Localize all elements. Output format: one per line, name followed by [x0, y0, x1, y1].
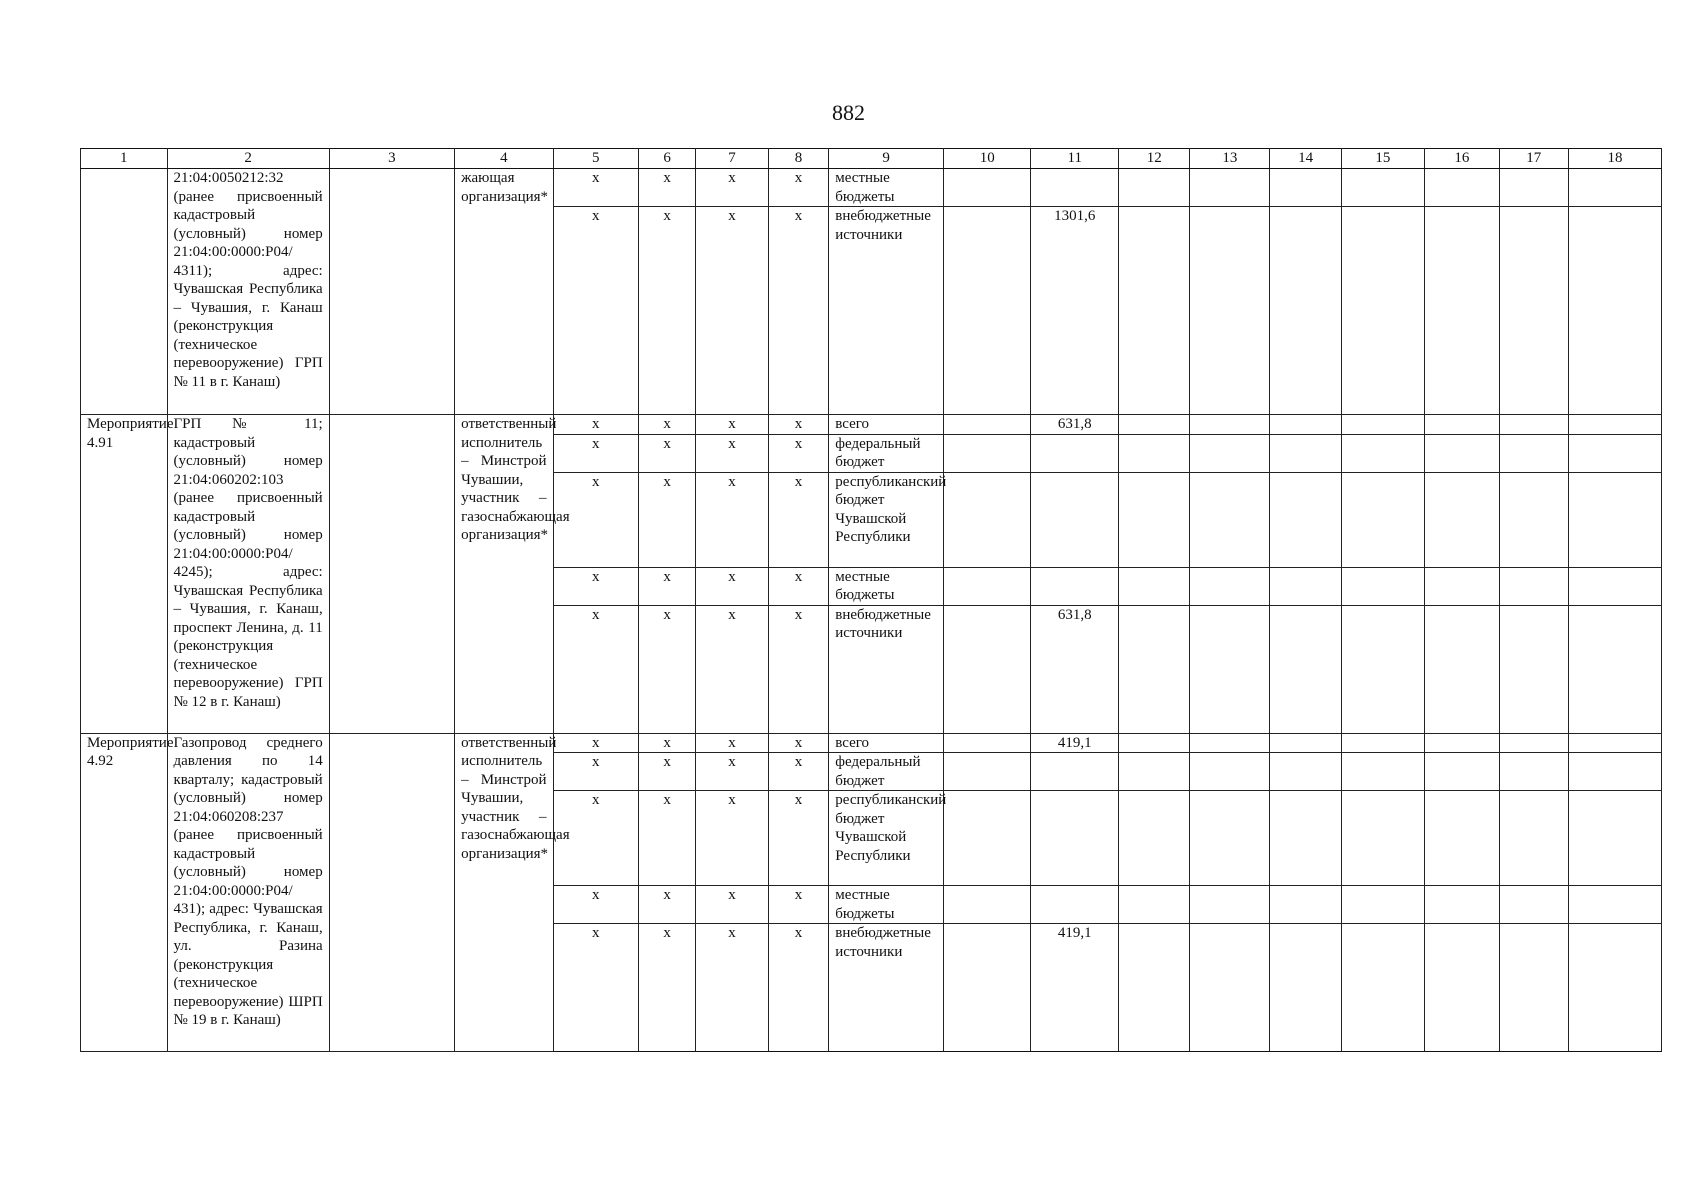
empty-cell — [1190, 733, 1270, 753]
mark-cell: х — [768, 886, 829, 924]
empty-cell — [1499, 733, 1568, 753]
empty-cell — [1425, 472, 1500, 567]
empty-cell — [1341, 567, 1424, 605]
mark-cell: х — [638, 605, 695, 733]
empty-cell — [1425, 924, 1500, 1052]
mark-cell: х — [553, 415, 638, 435]
empty-cell — [1568, 169, 1661, 207]
empty-cell — [1568, 207, 1661, 415]
mark-cell: х — [768, 415, 829, 435]
empty-cell — [1190, 791, 1270, 886]
mark-cell: х — [638, 567, 695, 605]
funding-source-cell: местные бюджеты — [829, 567, 944, 605]
column-number: 8 — [768, 149, 829, 169]
funding-source-cell: всего — [829, 733, 944, 753]
mark-cell: х — [696, 207, 768, 415]
executor-cell: жающая организация* — [455, 169, 553, 415]
column-number: 7 — [696, 149, 768, 169]
funding-source-cell: федеральный бюджет — [829, 753, 944, 791]
executor-cell: ответственный исполнитель – Минстрой Чувашии, участник – газоснабжающая организация* — [455, 415, 553, 734]
column-number: 3 — [329, 149, 454, 169]
empty-cell — [1568, 753, 1661, 791]
empty-cell — [1425, 733, 1500, 753]
empty-cell — [943, 791, 1031, 886]
empty-cell — [943, 567, 1031, 605]
column-number: 5 — [553, 149, 638, 169]
empty-cell — [943, 434, 1031, 472]
mark-cell: х — [768, 169, 829, 207]
mark-cell: х — [696, 434, 768, 472]
empty-cell — [1190, 886, 1270, 924]
mark-cell: х — [696, 791, 768, 886]
empty-cell — [1190, 753, 1270, 791]
empty-cell — [1190, 434, 1270, 472]
empty-cell — [1341, 472, 1424, 567]
mark-cell: х — [696, 472, 768, 567]
empty-cell — [1568, 924, 1661, 1052]
mark-cell: х — [638, 472, 695, 567]
empty-cell — [943, 472, 1031, 567]
mark-cell: х — [638, 434, 695, 472]
empty-cell — [1341, 753, 1424, 791]
empty-cell — [1270, 169, 1341, 207]
object-description-cell: Газопровод среднего давления по 14 кварталу; кадастровый (условный) номер 21:04:060208:237 (ранее присвоенный кадастровый (условный) номер 21:04:00:0000:Р04/ 431); адрес: Чувашская Республика, г. Канаш, ул. Разина (реконструкция (техническое перевооружение) ШРП № 19 в г. Канаш) — [167, 733, 329, 1052]
empty-cell — [1270, 753, 1341, 791]
empty-cell — [1499, 415, 1568, 435]
mark-cell: х — [768, 733, 829, 753]
empty-cell — [943, 753, 1031, 791]
empty-cell — [329, 733, 454, 1052]
amount-cell — [1031, 791, 1119, 886]
mark-cell: х — [696, 169, 768, 207]
empty-cell — [1568, 567, 1661, 605]
empty-cell — [329, 415, 454, 734]
empty-cell — [1119, 791, 1190, 886]
empty-cell — [1499, 207, 1568, 415]
empty-cell — [1119, 924, 1190, 1052]
funding-source-cell: местные бюджеты — [829, 169, 944, 207]
amount-cell: 631,8 — [1031, 605, 1119, 733]
executor-cell: ответственный исполнитель – Минстрой Чувашии, участник – газоснабжающая организация* — [455, 733, 553, 1052]
empty-cell — [1568, 605, 1661, 733]
mark-cell: х — [768, 791, 829, 886]
empty-cell — [1190, 924, 1270, 1052]
empty-cell — [1568, 733, 1661, 753]
column-number-row — [81, 149, 1662, 169]
empty-cell — [1119, 605, 1190, 733]
mark-cell: х — [638, 207, 695, 415]
table-row — [81, 415, 1662, 435]
empty-cell — [1425, 886, 1500, 924]
empty-cell — [943, 169, 1031, 207]
event-name-cell — [81, 169, 168, 415]
amount-cell — [1031, 567, 1119, 605]
empty-cell — [1568, 472, 1661, 567]
mark-cell: х — [638, 169, 695, 207]
empty-cell — [943, 207, 1031, 415]
empty-cell — [1119, 434, 1190, 472]
mark-cell: х — [696, 924, 768, 1052]
empty-cell — [1341, 207, 1424, 415]
empty-cell — [1499, 472, 1568, 567]
mark-cell: х — [696, 567, 768, 605]
empty-cell — [1425, 605, 1500, 733]
mark-cell: х — [638, 415, 695, 435]
empty-cell — [1341, 434, 1424, 472]
empty-cell — [1425, 415, 1500, 435]
empty-cell — [943, 605, 1031, 733]
mark-cell: х — [696, 753, 768, 791]
column-number: 15 — [1341, 149, 1424, 169]
column-number: 14 — [1270, 149, 1341, 169]
column-number: 12 — [1119, 149, 1190, 169]
object-description-cell: 21:04:0050212:32 (ранее присвоенный кадастровый (условный) номер 21:04:00:0000:Р04/ 4311); адрес: Чувашская Республика – Чувашия, г. Канаш (реконструкция (техническое перевооружение) ГРП № 11 в г. Канаш) — [167, 169, 329, 415]
empty-cell — [1270, 415, 1341, 435]
funding-source-cell: местные бюджеты — [829, 886, 944, 924]
empty-cell — [1190, 169, 1270, 207]
mark-cell: х — [768, 753, 829, 791]
column-number: 2 — [167, 149, 329, 169]
mark-cell: х — [553, 924, 638, 1052]
mark-cell: х — [696, 415, 768, 435]
event-name-cell: Мероприятие 4.92 — [81, 733, 168, 1052]
column-number: 10 — [943, 149, 1031, 169]
amount-cell: 419,1 — [1031, 924, 1119, 1052]
column-number: 18 — [1568, 149, 1661, 169]
column-number: 16 — [1425, 149, 1500, 169]
empty-cell — [1119, 169, 1190, 207]
funding-source-cell: республиканский бюджет Чувашской Республики — [829, 791, 944, 886]
amount-cell — [1031, 434, 1119, 472]
mark-cell: х — [768, 605, 829, 733]
column-number: 4 — [455, 149, 553, 169]
empty-cell — [1270, 567, 1341, 605]
funding-source-cell: всего — [829, 415, 944, 435]
mark-cell: х — [638, 791, 695, 886]
empty-cell — [1425, 567, 1500, 605]
empty-cell — [1425, 753, 1500, 791]
empty-cell — [943, 886, 1031, 924]
table-row — [81, 169, 1662, 207]
empty-cell — [1119, 733, 1190, 753]
empty-cell — [1341, 733, 1424, 753]
column-number: 1 — [81, 149, 168, 169]
column-number: 13 — [1190, 149, 1270, 169]
mark-cell: х — [768, 924, 829, 1052]
budget-table — [80, 148, 1662, 1052]
mark-cell: х — [768, 434, 829, 472]
empty-cell — [1119, 567, 1190, 605]
empty-cell — [1119, 886, 1190, 924]
mark-cell: х — [768, 207, 829, 415]
empty-cell — [1119, 415, 1190, 435]
empty-cell — [1270, 207, 1341, 415]
empty-cell — [1568, 415, 1661, 435]
empty-cell — [1499, 753, 1568, 791]
mark-cell: х — [553, 472, 638, 567]
mark-cell: х — [638, 733, 695, 753]
mark-cell: х — [553, 791, 638, 886]
funding-source-cell: федеральный бюджет — [829, 434, 944, 472]
mark-cell: х — [553, 567, 638, 605]
funding-source-cell: внебюджетные источники — [829, 207, 944, 415]
empty-cell — [1499, 886, 1568, 924]
empty-cell — [1270, 791, 1341, 886]
empty-cell — [943, 924, 1031, 1052]
empty-cell — [1568, 791, 1661, 886]
empty-cell — [1425, 207, 1500, 415]
empty-cell — [1341, 886, 1424, 924]
column-number: 17 — [1499, 149, 1568, 169]
empty-cell — [1190, 415, 1270, 435]
empty-cell — [1499, 567, 1568, 605]
empty-cell — [1270, 434, 1341, 472]
event-name-cell: Мероприятие 4.91 — [81, 415, 168, 734]
empty-cell — [1341, 605, 1424, 733]
mark-cell: х — [696, 605, 768, 733]
empty-cell — [1499, 791, 1568, 886]
empty-cell — [1270, 733, 1341, 753]
empty-cell — [1270, 472, 1341, 567]
empty-cell — [1341, 791, 1424, 886]
funding-source-cell: внебюджетные источники — [829, 924, 944, 1052]
empty-cell — [1270, 605, 1341, 733]
empty-cell — [1190, 207, 1270, 415]
empty-cell — [1119, 207, 1190, 415]
amount-cell: 1301,6 — [1031, 207, 1119, 415]
empty-cell — [1499, 434, 1568, 472]
mark-cell: х — [553, 733, 638, 753]
amount-cell — [1031, 886, 1119, 924]
empty-cell — [1568, 886, 1661, 924]
mark-cell: х — [696, 733, 768, 753]
empty-cell — [1341, 924, 1424, 1052]
mark-cell: х — [638, 886, 695, 924]
empty-cell — [1499, 169, 1568, 207]
amount-cell — [1031, 472, 1119, 567]
mark-cell: х — [638, 924, 695, 1052]
column-number: 9 — [829, 149, 944, 169]
column-number: 6 — [638, 149, 695, 169]
empty-cell — [1499, 605, 1568, 733]
empty-cell — [329, 169, 454, 415]
mark-cell: х — [553, 169, 638, 207]
mark-cell: х — [553, 434, 638, 472]
empty-cell — [1425, 434, 1500, 472]
empty-cell — [1190, 472, 1270, 567]
empty-cell — [1499, 924, 1568, 1052]
mark-cell: х — [553, 605, 638, 733]
column-number: 11 — [1031, 149, 1119, 169]
funding-source-cell: республиканский бюджет Чувашской Республики — [829, 472, 944, 567]
mark-cell: х — [768, 472, 829, 567]
empty-cell — [1341, 415, 1424, 435]
empty-cell — [1568, 434, 1661, 472]
empty-cell — [1341, 169, 1424, 207]
empty-cell — [1425, 169, 1500, 207]
object-description-cell: ГРП № 11; кадастровый (условный) номер 21:04:060202:103 (ранее присвоенный кадастровый (условный) номер 21:04:00:0000:Р04/ 4245); адрес: Чувашская Республика – Чувашия, г. Канаш, проспект Ленина, д. 11 (реконструкция (техническое перевооружение) ГРП № 12 в г. Канаш) — [167, 415, 329, 734]
funding-source-cell: внебюджетные источники — [829, 605, 944, 733]
table-row — [81, 733, 1662, 753]
empty-cell — [1270, 924, 1341, 1052]
mark-cell: х — [638, 753, 695, 791]
amount-cell — [1031, 169, 1119, 207]
empty-cell — [1270, 886, 1341, 924]
empty-cell — [1119, 472, 1190, 567]
empty-cell — [1190, 567, 1270, 605]
amount-cell: 419,1 — [1031, 733, 1119, 753]
mark-cell: х — [696, 886, 768, 924]
empty-cell — [1425, 791, 1500, 886]
mark-cell: х — [768, 567, 829, 605]
mark-cell: х — [553, 207, 638, 415]
mark-cell: х — [553, 753, 638, 791]
amount-cell: 631,8 — [1031, 415, 1119, 435]
empty-cell — [943, 733, 1031, 753]
empty-cell — [1119, 753, 1190, 791]
mark-cell: х — [553, 886, 638, 924]
empty-cell — [1190, 605, 1270, 733]
empty-cell — [943, 415, 1031, 435]
amount-cell — [1031, 753, 1119, 791]
page-number: 882 — [832, 100, 865, 125]
